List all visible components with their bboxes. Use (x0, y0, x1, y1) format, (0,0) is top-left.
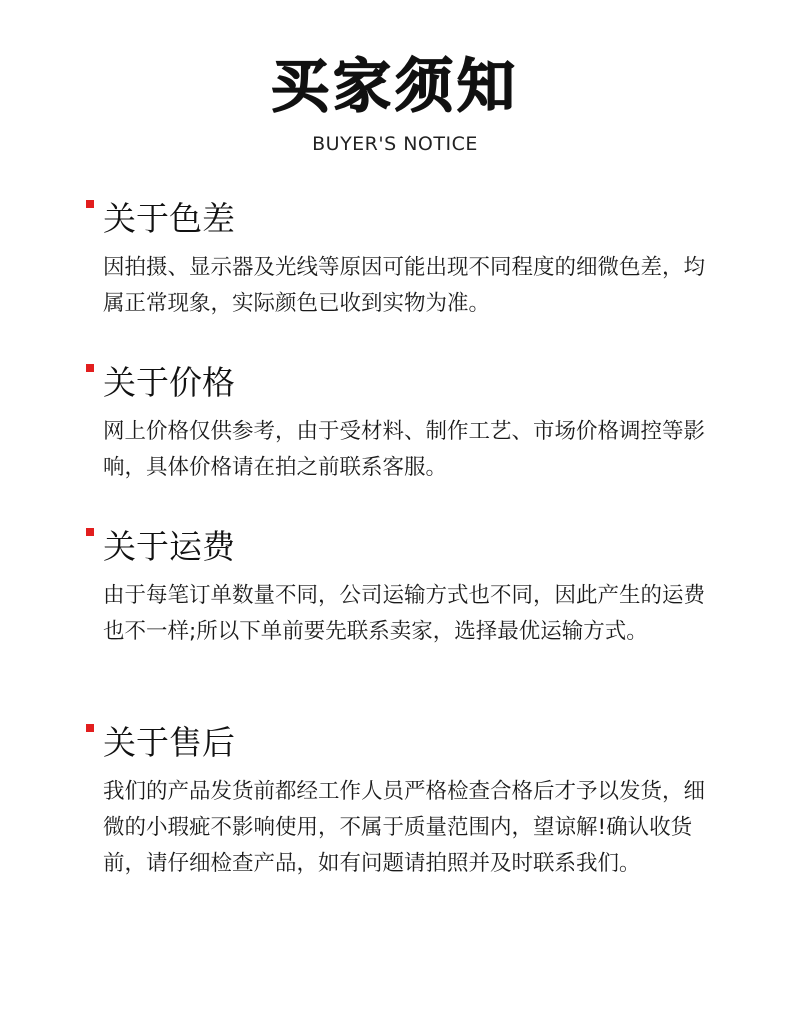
notice-header (0, 46, 790, 158)
section-color-difference (86, 196, 706, 322)
section-price (86, 360, 706, 486)
red-square-marker-icon (86, 528, 94, 536)
section-body: 网上价格仅供参考，由于受材料、制作工艺、市场价格调控等影响，具体价格请在拍之前联系客服。 (103, 419, 706, 480)
red-square-marker-icon (86, 724, 94, 732)
red-square-marker-icon (86, 364, 94, 372)
section-heading (86, 524, 706, 572)
page-title: 买家须知 (270, 52, 519, 120)
section-title: 关于售后 (103, 723, 235, 762)
section-heading (86, 720, 706, 768)
section-heading (86, 360, 706, 408)
section-body: 我们的产品发货前都经工作人员严格检查合格后才予以发货，细微的小瑕疵不影响使用，不属于质量范围内，望谅解!确认收货前，请仔细检查产品，如有问题请拍照并及时联系我们。 (103, 779, 706, 876)
section-shipping (86, 524, 706, 650)
red-square-marker-icon (86, 200, 94, 208)
section-after-sales (86, 720, 706, 882)
section-title: 关于色差 (103, 199, 235, 238)
section-body: 由于每笔订单数量不同，公司运输方式也不同，因此产生的运费也不一样;所以下单前要先联系卖家，选择最优运输方式。 (103, 583, 706, 644)
page-subtitle: BUYER'S NOTICE (312, 133, 478, 155)
section-body: 因拍摄、显示器及光线等原因可能出现不同程度的细微色差，均属正常现象，实际颜色已收到实物为准。 (103, 255, 706, 316)
section-heading (86, 196, 706, 244)
section-title: 关于运费 (103, 527, 235, 566)
section-title: 关于价格 (103, 363, 235, 402)
